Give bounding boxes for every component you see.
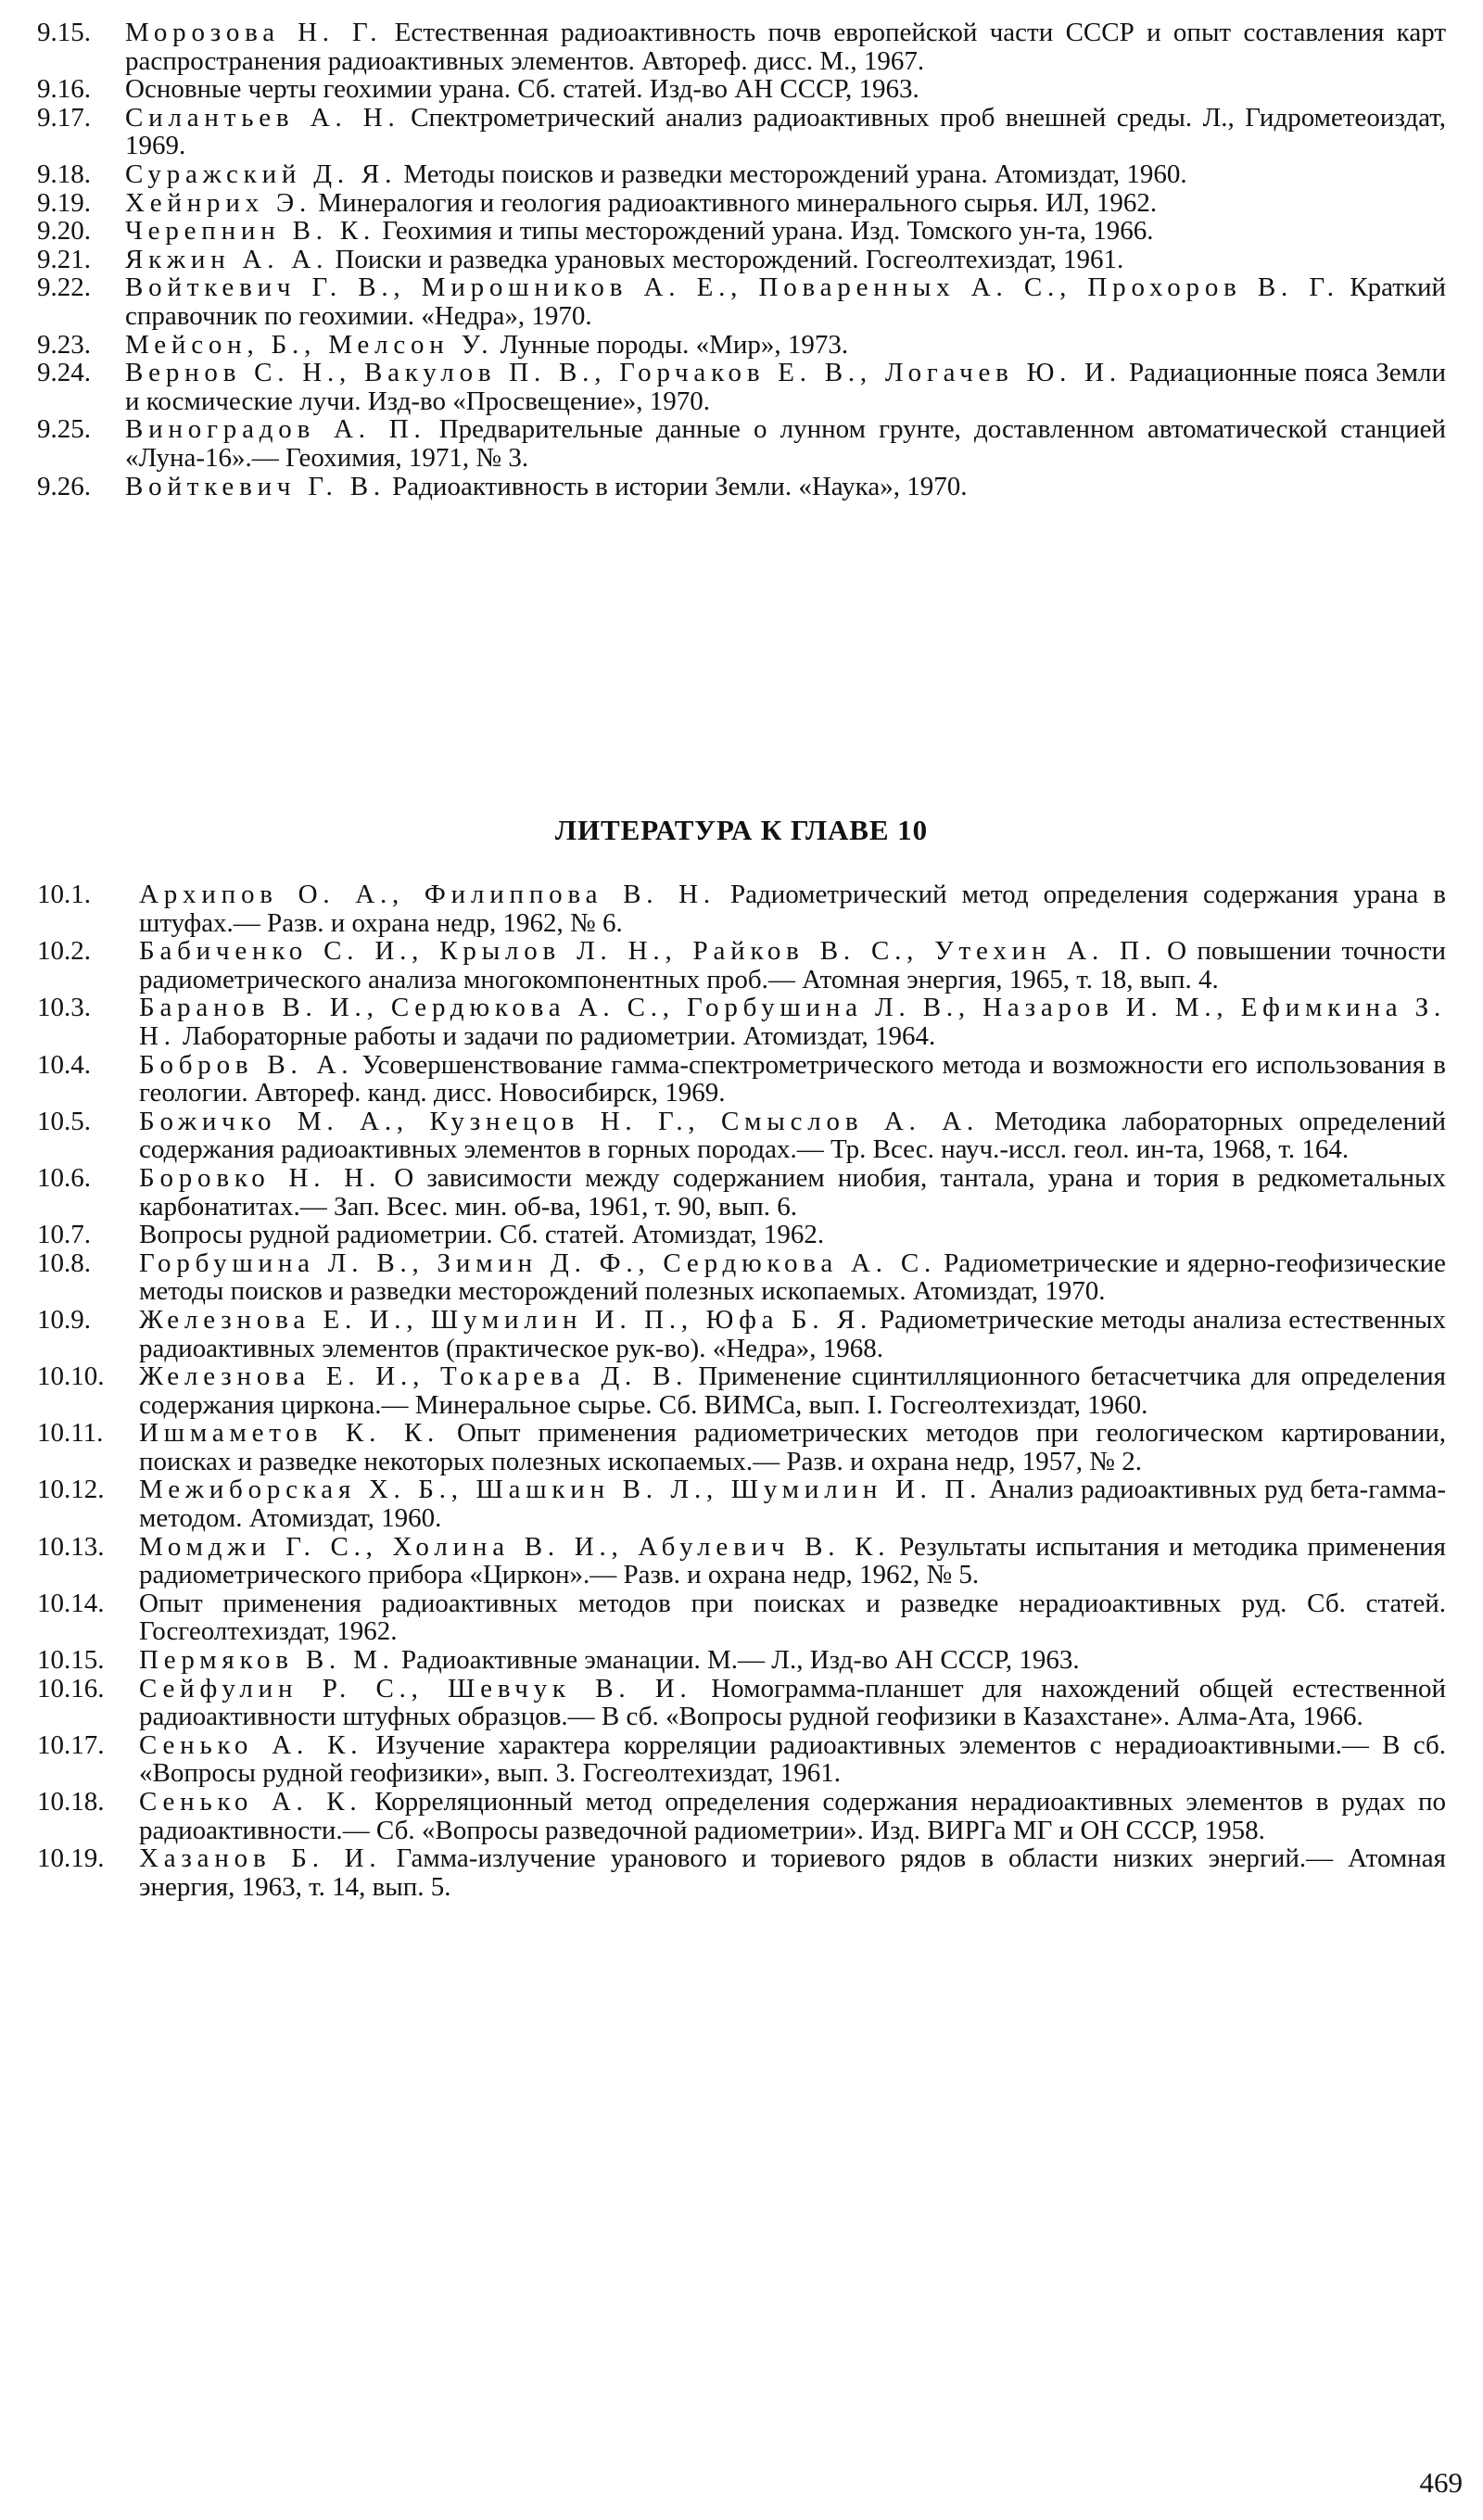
reference-author: Вернов С. Н., Вакулов П. В., Горчаков Е. В., Логачев Ю. И.	[125, 358, 1122, 388]
reference-author: Хейнрих Э.	[125, 187, 312, 218]
reference-number: 10.17.	[37, 1729, 105, 1760]
reference-number: 9.20.	[37, 216, 91, 247]
reference-text: Результаты испытания и методика применения радиометрического прибора «Циркон».— Разв. и охрана недр, 1962, № 5.	[139, 1531, 1447, 1590]
chapter10-reference-list	[37, 880, 1446, 1901]
reference-item	[37, 1675, 1446, 1731]
reference-item	[37, 1051, 1446, 1108]
reference-number: 10.14.	[37, 1588, 105, 1618]
reference-item	[37, 994, 1446, 1050]
reference-item	[37, 160, 1446, 189]
reference-text: Радиационные пояса Земли и космические лучи. Изд-во «Просвещение», 1970.	[125, 358, 1446, 416]
reference-author: Горбушина Л. В., Зимин Д. Ф., Сердюкова А. С.	[139, 1247, 937, 1278]
reference-text: Методика лабораторных определений содержания радиоактивных элементов в горных породах.— Тр. Всес. науч.-иссл. геол. ин-та, 1968, т. 164.	[139, 1106, 1446, 1165]
reference-item	[37, 880, 1446, 937]
reference-text: Естественная радиоактивность почв европейской части СССР и опыт составления карт распространения радиоактивных элементов. Автореф. дисс. М., 1967.	[125, 18, 1446, 76]
reference-item	[37, 273, 1446, 330]
reference-author: Железнова Е. И., Токарева Д. В.	[139, 1361, 689, 1392]
reference-text: О зависимости между содержанием ниобия, тантала, урана и тория в редкометальных карбонатитах.— Зап. Всес. мин. об-ва, 1961, т. 90, вып. 6.	[139, 1162, 1446, 1222]
reference-text: Лабораторные работы и задачи по радиометрии. Атомиздат, 1964.	[175, 1020, 936, 1051]
reference-text: Радиометрические и ядерно-геофизические методы поисков и разведки месторождений полезных ископаемых. Атомиздат, 1970.	[139, 1247, 1446, 1307]
reference-number: 9.16.	[37, 74, 91, 105]
reference-author: Хазанов Б. И.	[139, 1843, 382, 1874]
reference-author: Баранов В. И., Сердюкова А. С., Горбушина Л. В., Назаров И. М., Ефимкина З. Н.	[139, 993, 1446, 1051]
reference-text: Лунные породы. «Мир», 1973.	[493, 329, 849, 360]
reference-author: Черепнин В. К.	[125, 216, 376, 247]
reference-number: 9.24.	[37, 358, 91, 388]
reference-number: 10.4.	[37, 1049, 91, 1080]
reference-number: 9.15.	[37, 18, 91, 47]
reference-text: Номограмма-планшет для нахождений общей естественной радиоактивности штуфных образцов.— В сб. «Вопросы рудной геофизики в Казахстане». Алма-Ата, 1966.	[139, 1673, 1446, 1732]
reference-number: 10.7.	[37, 1220, 91, 1250]
reference-author: Сенько А. К.	[139, 1787, 362, 1817]
reference-text: Радиометрический метод определения содержания урана в штуфах.— Разв. и охрана недр, 1962, № 6.	[139, 880, 1446, 938]
reference-text: Опыт применения радиоактивных методов при поисках и разведке нерадиоактивных руд. Сб. статей. Госгеолтехиздат, 1962.	[139, 1588, 1446, 1647]
reference-item	[37, 1306, 1446, 1362]
reference-number: 9.17.	[37, 102, 91, 133]
reference-number: 9.22.	[37, 272, 91, 303]
reference-text: Краткий справочник по геохимии. «Недра», 1970.	[125, 272, 1447, 331]
reference-number: 10.12.	[37, 1475, 105, 1505]
reference-item	[37, 1164, 1446, 1221]
reference-text: Радиометрические методы анализа естественных радиоактивных элементов (практическое рук-во). «Недра», 1968.	[139, 1304, 1446, 1363]
reference-text: Основные черты геохимии урана. Сб. статей. Изд-во АН СССР, 1963.	[125, 74, 919, 105]
reference-item	[37, 415, 1446, 472]
reference-text: Спектрометрический анализ радиоактивных проб внешней среды. Л., Гидрометеоиздат, 1969.	[125, 102, 1446, 161]
reference-item	[37, 331, 1446, 360]
reference-item	[37, 1475, 1446, 1532]
reference-author: Морозова Н. Г.	[125, 18, 383, 47]
reference-text: Применение сцинтилляционного бетасчетчика для определения содержания циркона.— Минеральное сырье. Сб. ВИМСа, вып. I. Госгеолтехиздат, 1960.	[139, 1361, 1446, 1420]
chapter9-reference-list	[37, 19, 1446, 500]
reference-text: Вопросы рудной радиометрии. Сб. статей. Атомиздат, 1962.	[139, 1220, 825, 1250]
reference-number: 10.6.	[37, 1162, 91, 1193]
reference-number: 9.21.	[37, 244, 91, 274]
reference-item	[37, 937, 1446, 994]
reference-item	[37, 1589, 1446, 1646]
reference-item	[37, 217, 1446, 246]
reference-author: Божичко М. А., Кузнецов Н. Г., Смыслов А. А.	[139, 1106, 980, 1136]
reference-author: Боровко Н. Н.	[139, 1162, 382, 1193]
reference-author: Межиборская Х. Б., Шашкин В. Л., Шумилин И. П.	[139, 1475, 982, 1505]
reference-author: Архипов О. А., Филиппова В. Н.	[139, 880, 716, 909]
reference-text: Радиоактивность в истории Земли. «Наука», 1970.	[385, 471, 968, 501]
reference-text: Геохимия и типы месторождений урана. Изд. Томского ун-та, 1966.	[375, 216, 1154, 247]
reference-item	[37, 1419, 1446, 1475]
reference-item	[37, 1731, 1446, 1788]
reference-number: 10.11.	[37, 1418, 104, 1449]
reference-author: Пермяков В. М.	[139, 1645, 395, 1676]
reference-number: 10.3.	[37, 993, 91, 1023]
reference-item	[37, 1533, 1446, 1589]
reference-number: 10.8.	[37, 1247, 91, 1278]
reference-item	[37, 1221, 1446, 1249]
reference-author: Суражский Д. Я.	[125, 158, 398, 189]
reference-text: Опыт применения радиометрических методов при геологическом картировании, поисках и разведке некоторых полезных ископаемых.— Разв. и охрана недр, 1957, № 2.	[139, 1418, 1446, 1476]
reference-number: 10.10.	[37, 1361, 105, 1392]
reference-item	[37, 1108, 1446, 1164]
reference-author: Мейсон, Б., Мелсон У.	[125, 329, 494, 360]
reference-number: 9.19.	[37, 187, 91, 218]
reference-item	[37, 75, 1446, 104]
reference-author: Бобров В. А.	[139, 1049, 354, 1080]
reference-author: Бабиченко С. И., Крылов Л. Н., Райков В. С., Утехин А. П.	[139, 936, 1157, 967]
reference-number: 9.26.	[37, 471, 91, 501]
reference-text: Гамма-излучение уранового и ториевого рядов в области низких энергий.— Атомная энергия, 1963, т. 14, вып. 5.	[139, 1843, 1446, 1902]
reference-item	[37, 1788, 1446, 1844]
reference-number: 9.23.	[37, 329, 91, 360]
chapter10-heading: ЛИТЕРАТУРА К ГЛАВЕ 10	[554, 814, 929, 846]
reference-author: Войткевич Г. В., Мирошников А. Е., Поваренных А. С., Прохоров В. Г.	[125, 272, 1339, 303]
reference-number: 9.25.	[37, 414, 91, 445]
reference-item	[37, 246, 1446, 274]
reference-item	[37, 189, 1446, 218]
reference-author: Силантьев А. Н.	[125, 102, 400, 133]
reference-number: 10.19.	[37, 1843, 105, 1874]
reference-number: 10.18.	[37, 1787, 105, 1817]
reference-text: Предварительные данные о лунном грунте, доставленном автоматической станцией «Луна-16».— Геохимия, 1971, № 3.	[125, 414, 1447, 473]
page-number: 469	[1419, 2466, 1463, 2499]
reference-text: Радиоактивные эманации. М.— Л., Изд-во АН СССР, 1963.	[394, 1645, 1080, 1676]
reference-text: Анализ радиоактивных руд бета-гамма-методом. Атомиздат, 1960.	[139, 1475, 1447, 1534]
reference-item	[37, 1646, 1446, 1675]
reference-number: 10.2.	[37, 936, 91, 967]
reference-author: Якжин А. А.	[125, 244, 329, 274]
reference-text: Изучение характера корреляции радиоактивных элементов с нерадиоактивными.— В сб. «Вопросы рудной геофизики», вып. 3. Госгеолтехиздат, 1961.	[139, 1729, 1446, 1789]
reference-item	[37, 19, 1446, 75]
reference-author: Ишмаметов К. К.	[139, 1418, 440, 1449]
reference-item	[37, 104, 1446, 160]
reference-number: 10.16.	[37, 1673, 105, 1703]
reference-author: Железнова Е. И., Шумилин И. П., Юфа Б. Я.	[139, 1304, 873, 1335]
reference-item	[37, 473, 1446, 501]
reference-item	[37, 1362, 1446, 1419]
reference-number: 10.13.	[37, 1531, 105, 1562]
reference-number: 10.9.	[37, 1304, 91, 1335]
reference-item	[37, 359, 1446, 415]
reference-text: Поиски и разведка урановых месторождений. Госгеолтехиздат, 1961.	[328, 244, 1124, 274]
reference-item	[37, 1249, 1446, 1306]
reference-author: Виноградов А. П.	[125, 414, 426, 445]
reference-author: Сейфулин Р. С., Шевчук В. И.	[139, 1673, 692, 1703]
reference-author: Момджи Г. С., Холина В. И., Абулевич В. К.	[139, 1531, 891, 1562]
reference-text: О повышении точности радиометрического анализа многокомпонентных проб.— Атомная энергия, 1965, т. 18, вып. 4.	[139, 936, 1446, 994]
reference-text: Усовершенствование гамма-спектрометрического метода и возможности его использования в геологии. Автореф. канд. дисс. Новосибирск, 1969.	[139, 1049, 1446, 1108]
reference-number: 10.15.	[37, 1645, 105, 1676]
reference-number: 10.1.	[37, 880, 91, 909]
reference-author: Войткевич Г. В.	[125, 471, 386, 501]
reference-author: Сенько А. К.	[139, 1729, 363, 1760]
reference-number: 9.18.	[37, 158, 91, 189]
reference-number: 10.5.	[37, 1106, 91, 1136]
reference-item	[37, 1844, 1446, 1901]
reference-text: Методы поисков и разведки месторождений урана. Атомиздат, 1960.	[397, 158, 1187, 189]
reference-text: Минералогия и геология радиоактивного минерального сырья. ИЛ, 1962.	[311, 187, 1158, 218]
reference-text: Корреляционный метод определения содержания нерадиоактивных элементов в рудах по радиоактивности.— Сб. «Вопросы разведочной радиометрии». Изд. ВИРГа МГ и ОН СССР, 1958.	[139, 1787, 1446, 1845]
